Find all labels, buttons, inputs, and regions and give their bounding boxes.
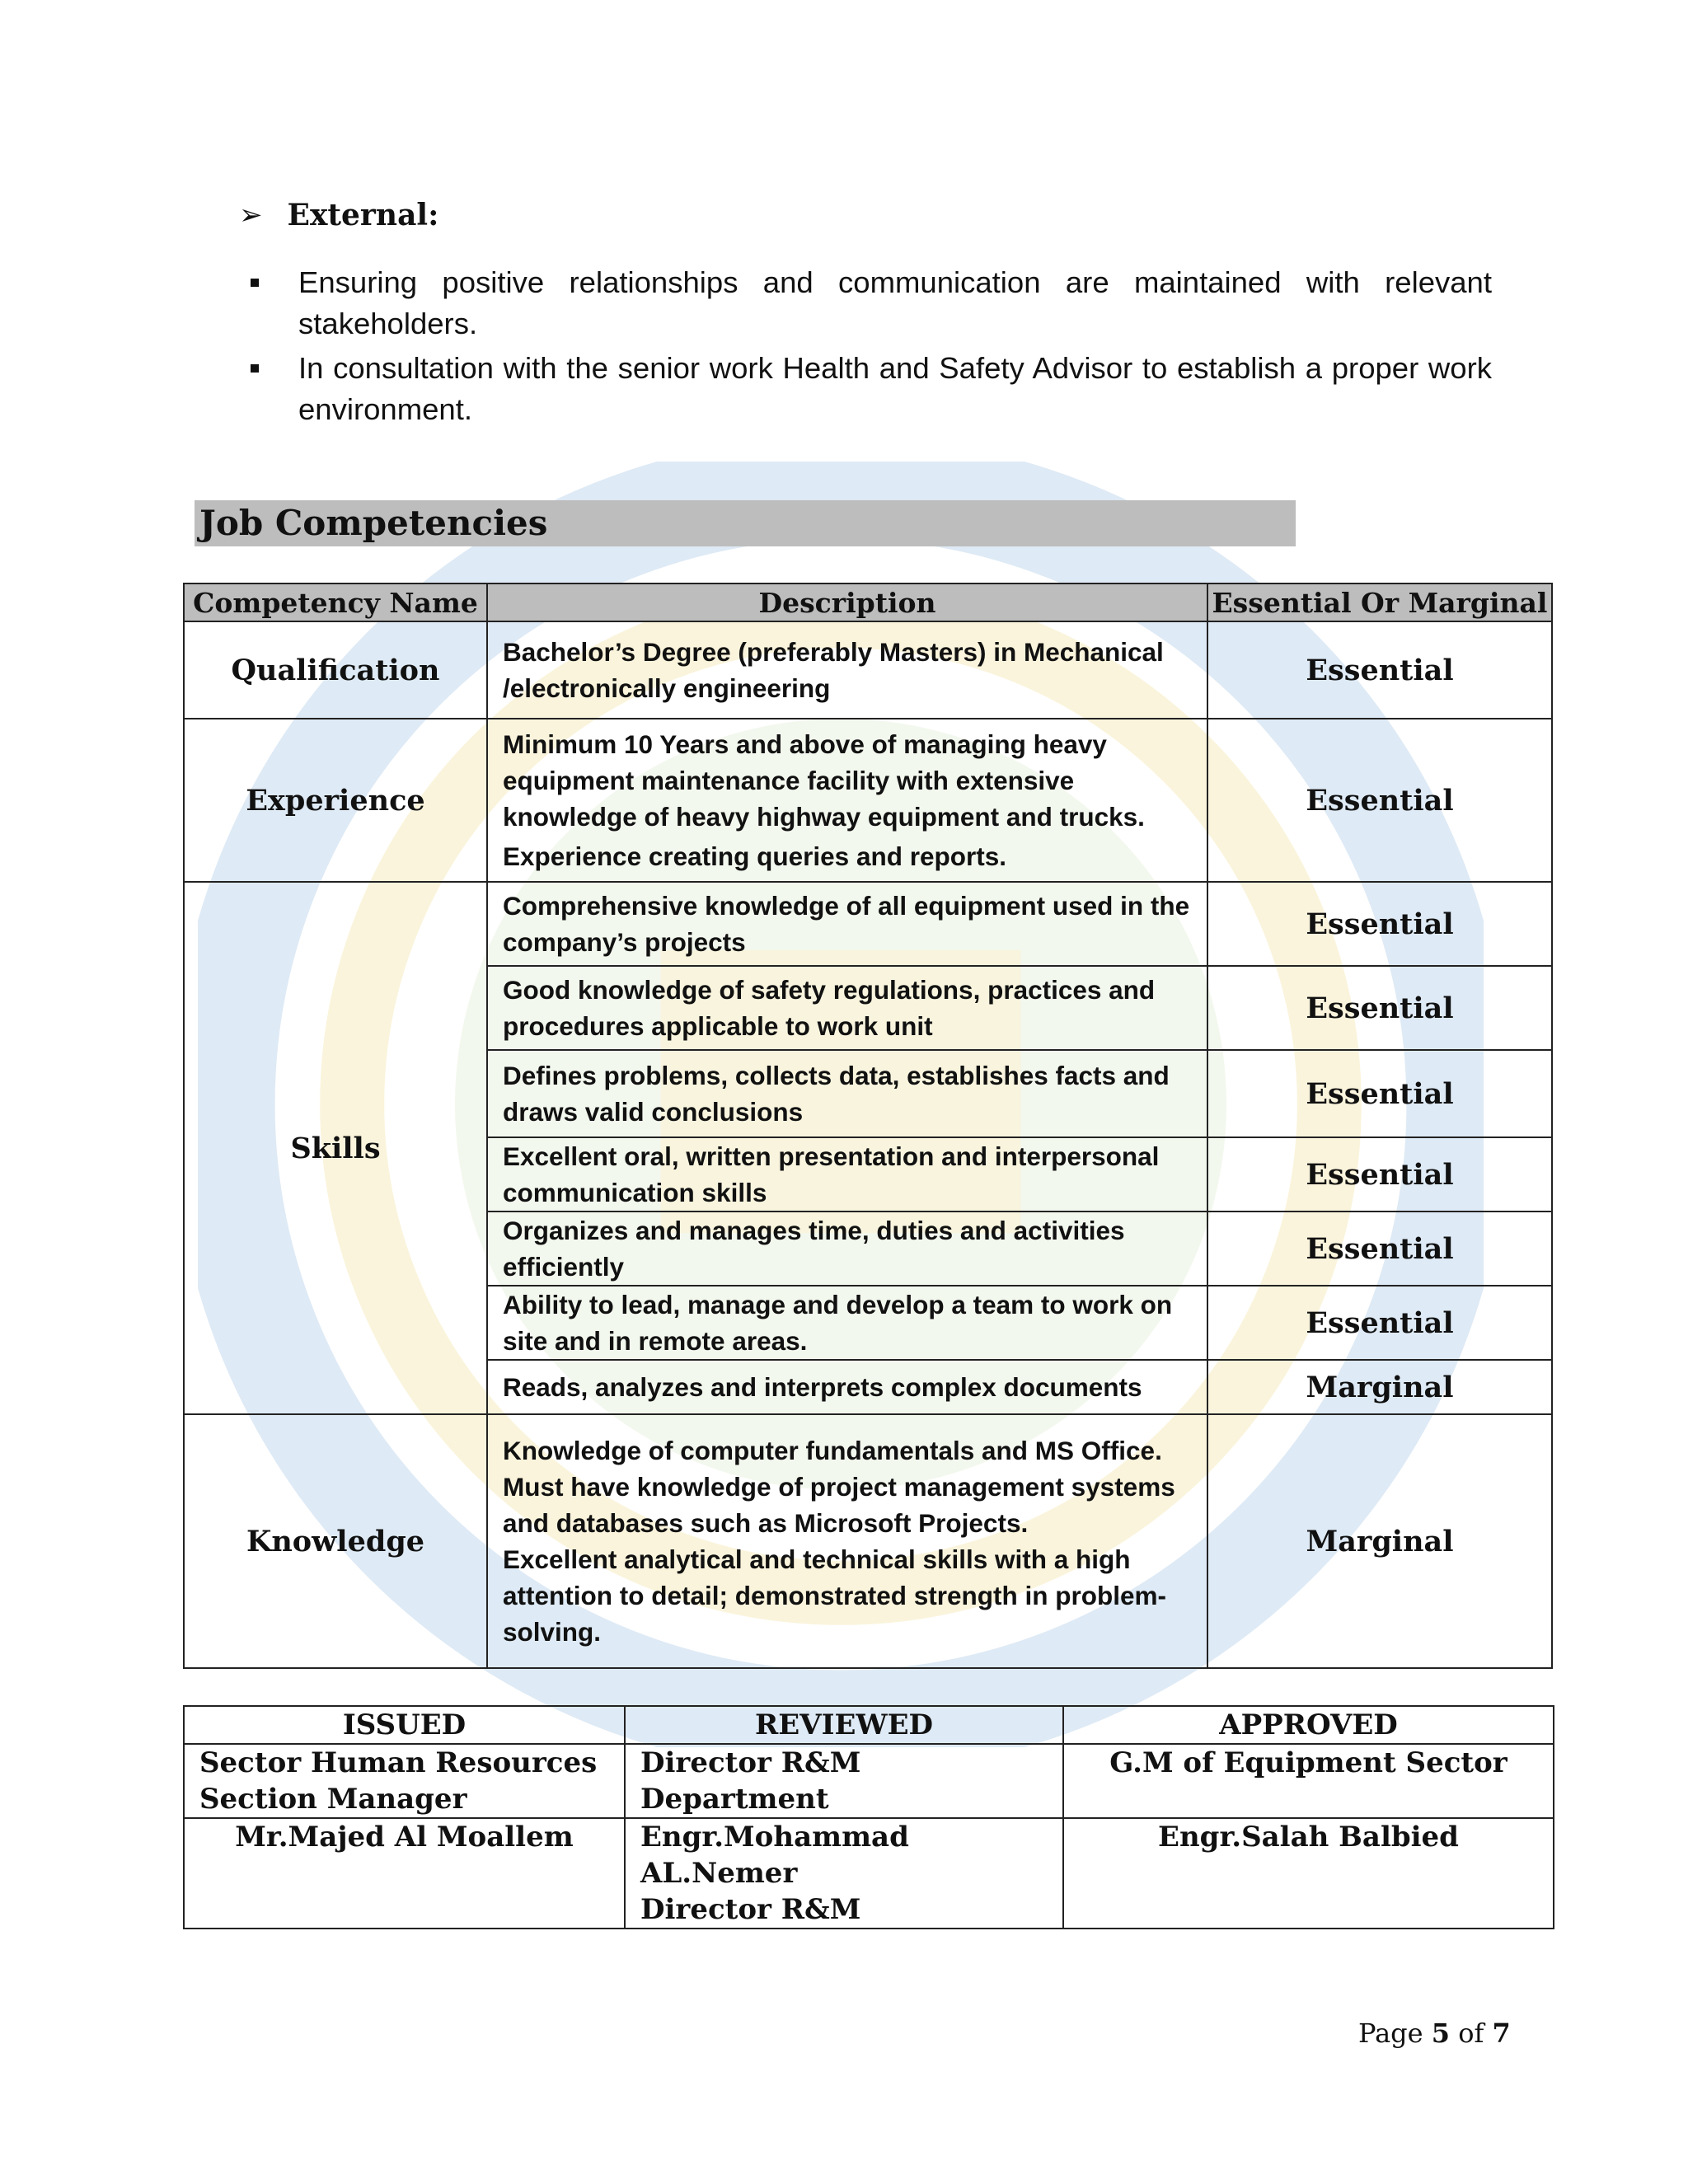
- description-paragraph: Minimum 10 Years and above of managing heavy equipment maintenance facility with extensive knowledge of heavy highway equipment and trucks.: [503, 729, 1145, 832]
- competency-description: Organizes and manages time, duties and activities efficiently: [487, 1212, 1207, 1286]
- list-item: [247, 348, 1492, 430]
- external-bullet-list: [247, 262, 1492, 434]
- approved-name: Engr.Salah Balbied: [1063, 1818, 1554, 1929]
- competency-name: Qualification: [184, 621, 487, 719]
- page-label: Page: [1358, 2018, 1423, 2049]
- competency-level: Essential: [1207, 719, 1552, 882]
- table-header-row: [184, 583, 1552, 621]
- reviewed-name: Engr.Mohammad AL.Nemer: [640, 1821, 909, 1890]
- signoff-title-row: [184, 1744, 1554, 1818]
- competency-level: Essential: [1207, 882, 1552, 966]
- arrow-bullet-icon: ➢: [239, 199, 263, 232]
- competency-description: Good knowledge of safety regulations, practices and procedures applicable to work unit: [487, 966, 1207, 1050]
- competency-description: Defines problems, collects data, establishes facts and draws valid conclusions: [487, 1050, 1207, 1137]
- competency-description: [487, 1414, 1207, 1668]
- competency-level: Essential: [1207, 1212, 1552, 1286]
- table-row: [184, 719, 1552, 882]
- competency-name: Knowledge: [184, 1414, 487, 1668]
- competency-description: Bachelor’s Degree (preferably Masters) in Mechanical /electronically engineering: [487, 621, 1207, 719]
- competencies-table: [183, 583, 1553, 1669]
- competency-level: Essential: [1207, 1050, 1552, 1137]
- bullet-text: Ensuring positive relationships and communication are maintained with relevant stakeholders.: [298, 265, 1492, 340]
- competency-description: Ability to lead, manage and develop a team to work on site and in remote areas.: [487, 1286, 1207, 1360]
- page-total: 7: [1492, 2018, 1511, 2049]
- job-competencies-heading: Job Competencies: [195, 500, 1296, 546]
- competency-name: Skills: [184, 882, 487, 1414]
- competency-description: Excellent oral, written presentation and interpersonal communication skills: [487, 1137, 1207, 1212]
- square-bullet-icon: [251, 279, 259, 287]
- signoff-table: [183, 1705, 1554, 1929]
- external-heading: [239, 198, 438, 232]
- competency-description: Comprehensive knowledge of all equipment used in the company’s projects: [487, 882, 1207, 966]
- bullet-text: In consultation with the senior work Health and Safety Advisor to establish a proper work environment.: [298, 351, 1492, 426]
- table-row: [184, 882, 1552, 966]
- issued-name: Mr.Majed Al Moallem: [184, 1818, 625, 1929]
- column-header-essential-or-marginal: Essential Or Marginal: [1207, 583, 1552, 621]
- page-number: 5: [1431, 2018, 1451, 2049]
- competency-level: Essential: [1207, 1137, 1552, 1212]
- reviewed-name-cell: [625, 1818, 1063, 1929]
- competency-level: Marginal: [1207, 1360, 1552, 1414]
- signoff-name-row: [184, 1818, 1554, 1929]
- column-header-description: Description: [487, 583, 1207, 621]
- description-paragraph: Experience creating queries and reports.: [503, 841, 1006, 871]
- competency-level: Marginal: [1207, 1414, 1552, 1668]
- reviewed-name-sub: Director R&M: [640, 1893, 861, 1926]
- competency-description: [487, 719, 1207, 882]
- page-footer: [1358, 2018, 1511, 2049]
- competency-name: Experience: [184, 719, 487, 882]
- signoff-header-row: [184, 1706, 1554, 1744]
- table-row: [184, 1414, 1552, 1668]
- column-header-competency-name: Competency Name: [184, 583, 487, 621]
- description-paragraph: Knowledge of computer fundamentals and MS Office. Must have knowledge of project management systems and databases such as Microsoft Projects.: [503, 1436, 1175, 1538]
- reviewed-header: REVIEWED: [625, 1706, 1063, 1744]
- external-heading-text: External:: [287, 198, 439, 232]
- of-label: of: [1458, 2018, 1484, 2049]
- issued-header: ISSUED: [184, 1706, 625, 1744]
- description-paragraph: Excellent analytical and technical skills with a high attention to detail; demonstrated strength in problem-solving.: [503, 1544, 1167, 1647]
- square-bullet-icon: [251, 364, 259, 373]
- competency-level: Essential: [1207, 1286, 1552, 1360]
- issued-title: Sector Human Resources Section Manager: [184, 1744, 625, 1818]
- competency-level: Essential: [1207, 621, 1552, 719]
- table-row: [184, 621, 1552, 719]
- reviewed-title: Director R&M Department: [625, 1744, 1063, 1818]
- approved-header: APPROVED: [1063, 1706, 1554, 1744]
- competency-description: Reads, analyzes and interprets complex documents: [487, 1360, 1207, 1414]
- competency-level: Essential: [1207, 966, 1552, 1050]
- approved-title: G.M of Equipment Sector: [1063, 1744, 1554, 1818]
- list-item: [247, 262, 1492, 344]
